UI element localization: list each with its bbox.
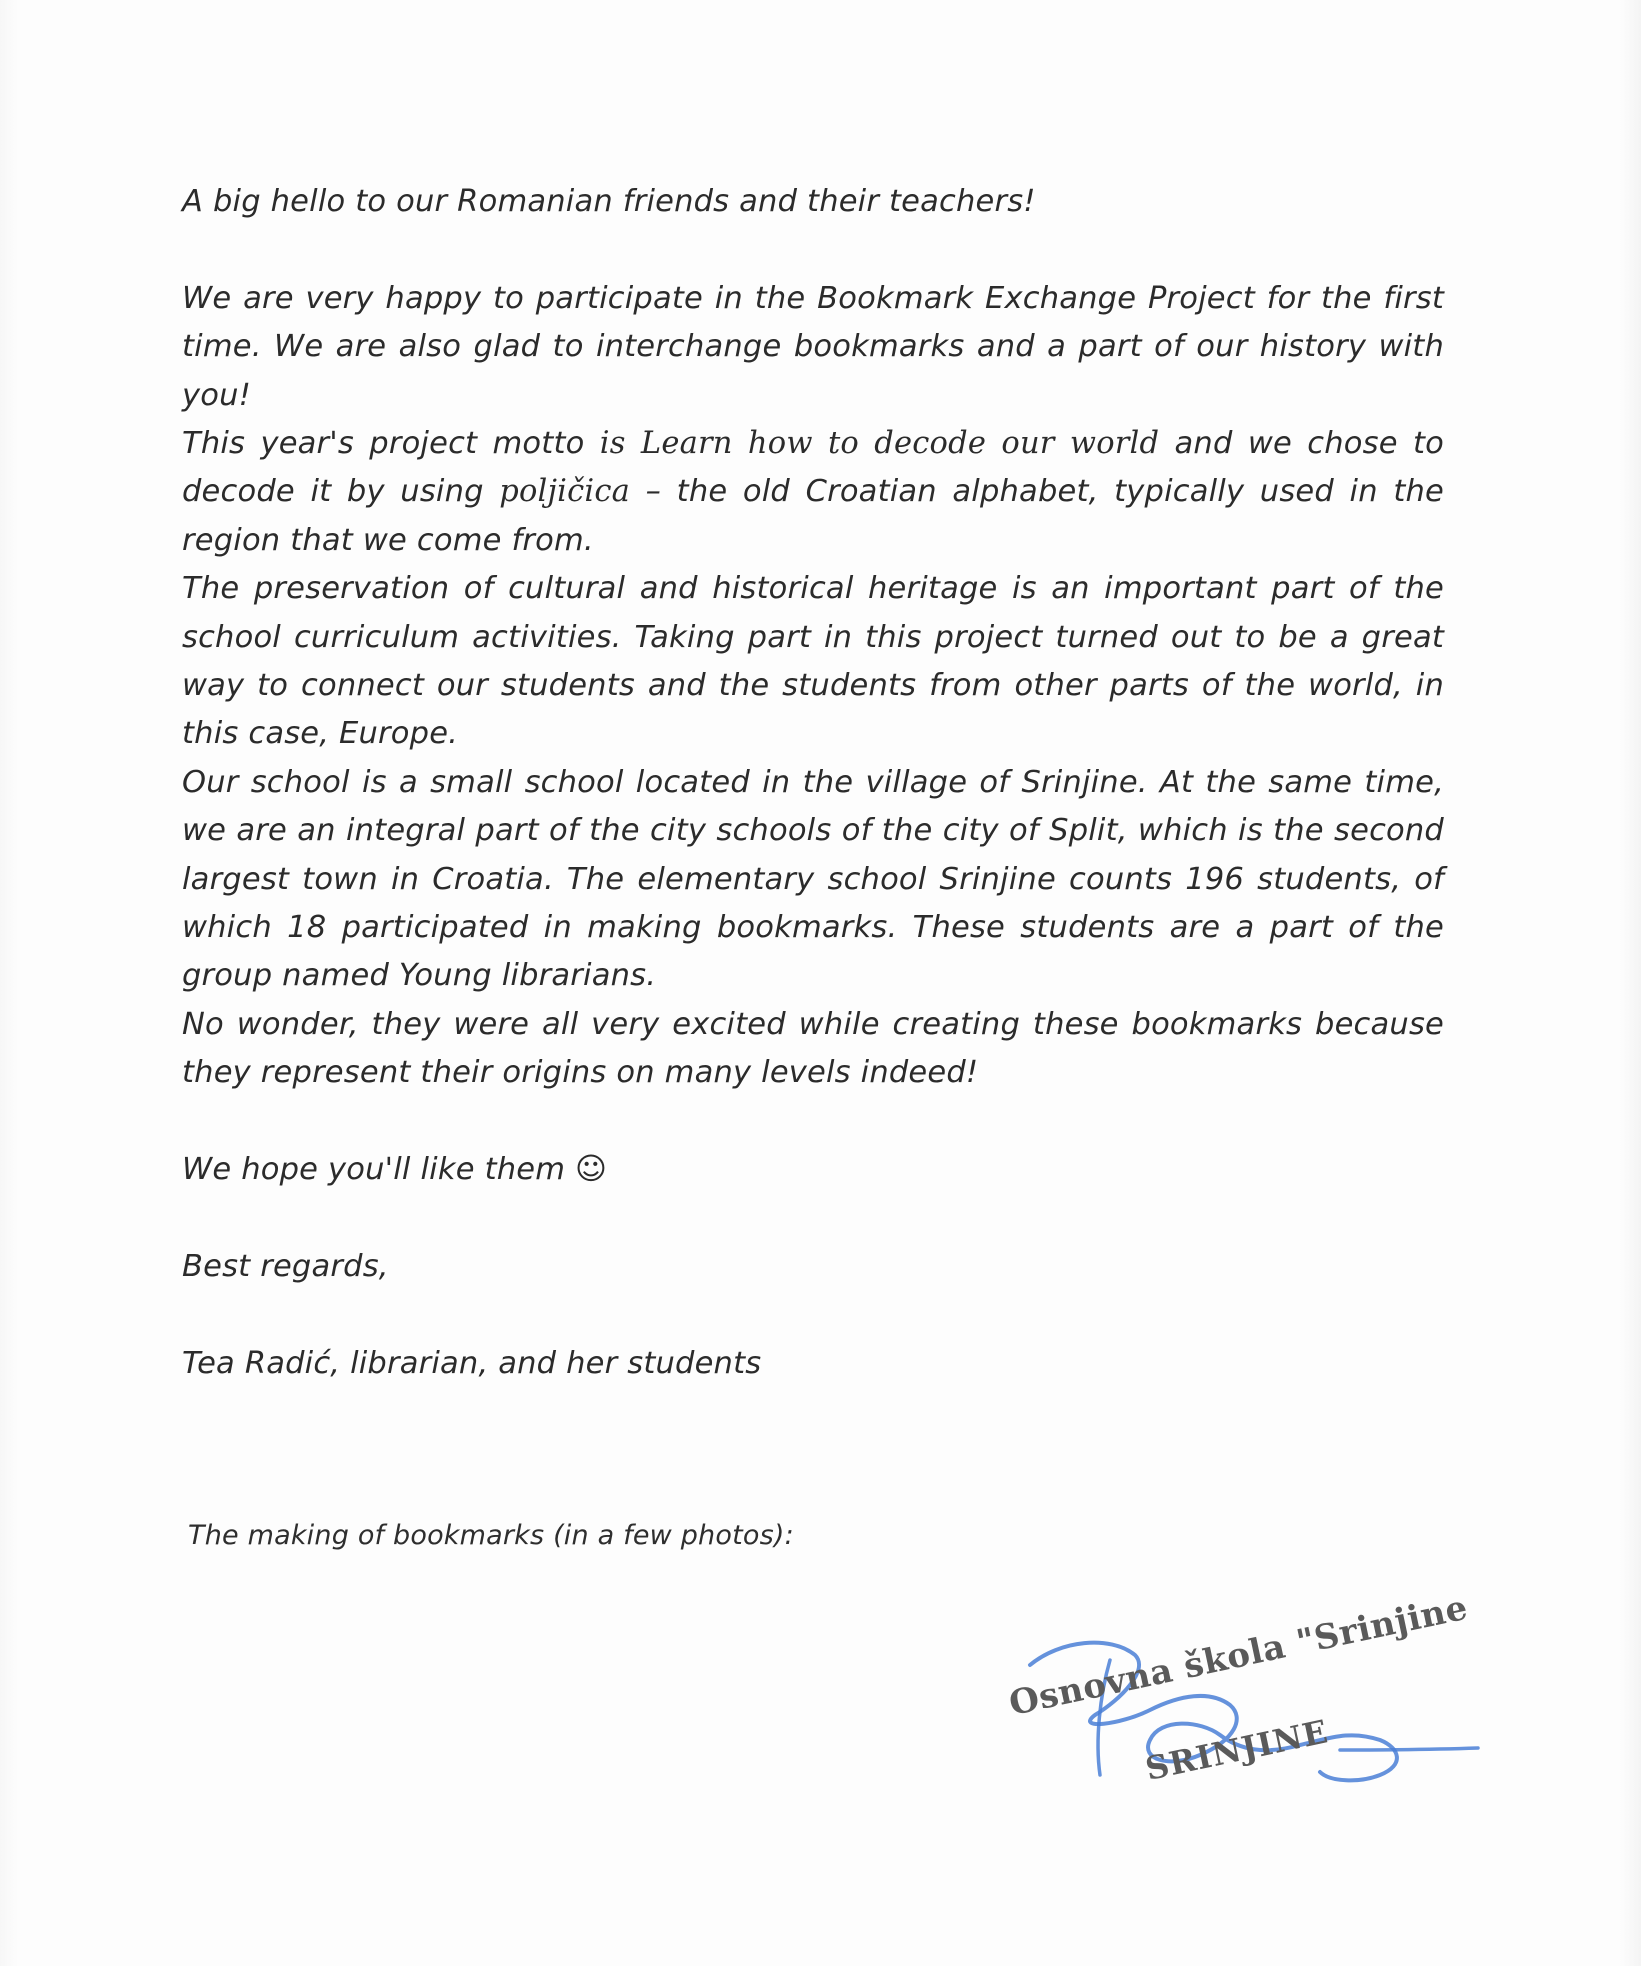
greeting: A big hello to our Romanian friends and their teachers!	[182, 184, 1036, 219]
spacer	[182, 1195, 1444, 1243]
closing-line: Best regards,	[182, 1248, 389, 1284]
motto-lead: This year's project motto	[182, 426, 600, 462]
hope-line: We hope you'll like them ☺	[182, 1152, 608, 1188]
motto-tail: – the old Croatian alphabet, typically used in the region that we come from.	[182, 474, 1444, 558]
paragraph-motto	[182, 420, 1444, 565]
stamp-village-name: SRINJINE	[1142, 1712, 1332, 1788]
spacer	[182, 226, 1444, 274]
paragraph-excitement: No wonder, they were all very excited while creating these bookmarks because they represent their origins on many levels indeed!	[182, 1006, 1444, 1091]
school-stamp	[1000, 1587, 1500, 1820]
alphabet-name: poljičica	[499, 474, 631, 510]
signature-line: Tea Radić, librarian, and her students	[182, 1345, 762, 1381]
spacer	[182, 1291, 1444, 1339]
stamp-school-name: Osnovna škola "Srinjine	[1005, 1587, 1472, 1724]
photos-caption: The making of bookmarks (in a few photos):	[188, 1520, 794, 1551]
paragraph-intro: We are very happy to participate in the Bookmark Exchange Project for the first time. We are also glad to interchange bookmarks and a part of our history with you!	[182, 280, 1444, 413]
paragraph-school: Our school is a small school located in the village of Srinjine. At the same time, we are an integral part of the city schools of the city of Split, which is the second largest town in Croatia. The elementary school Srinjine counts 196 students, of which 18 participated in making bookmarks. These students are a part of the group named Young librarians.	[182, 764, 1444, 994]
paragraph-heritage: The preservation of cultural and historical heritage is an important part of the school curriculum activities. Taking part in this project turned out to be a great way to connect our students and the students from other parts of the world, in this case, Europe.	[182, 571, 1444, 752]
motto-middle: and we chose to decode it by using	[182, 426, 1444, 510]
project-motto: is Learn how to decode our world	[599, 426, 1160, 462]
letter-body	[182, 178, 1444, 1388]
spacer	[182, 1098, 1444, 1146]
